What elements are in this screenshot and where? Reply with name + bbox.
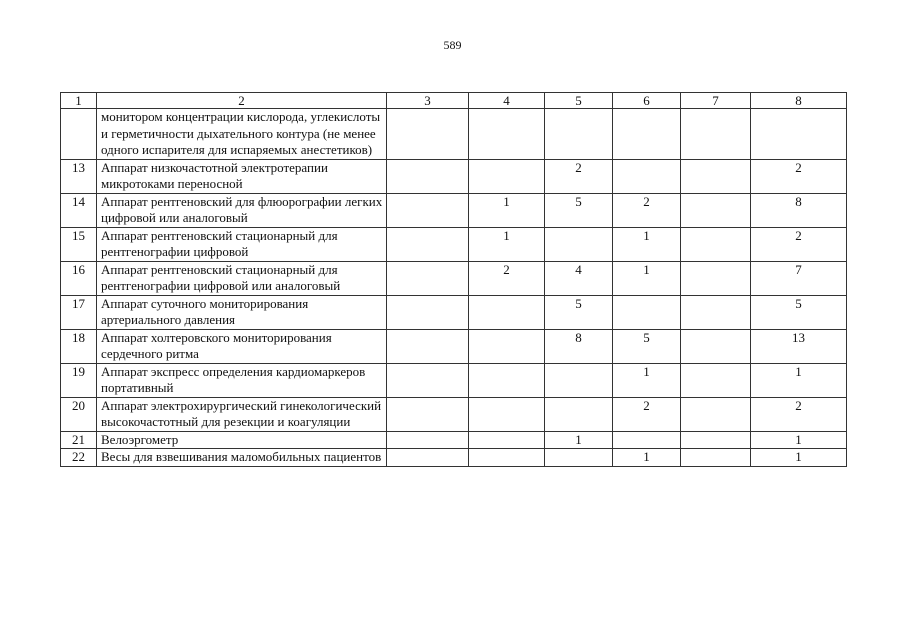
table-row: [61, 449, 847, 467]
value-cell: [387, 193, 469, 227]
value-cell: 4: [545, 261, 613, 295]
row-number-cell: 15: [61, 227, 97, 261]
equipment-name-cell: Аппарат рентгеновский для флюорографии легких цифровой или аналоговый: [97, 193, 387, 227]
row-number-cell: 13: [61, 159, 97, 193]
column-header: 4: [469, 93, 545, 109]
value-cell: [681, 227, 751, 261]
column-header: 2: [97, 93, 387, 109]
value-cell: 1: [613, 261, 681, 295]
equipment-name-cell: Аппарат рентгеновский стационарный для рентгенографии цифровой: [97, 227, 387, 261]
row-number-cell: 19: [61, 363, 97, 397]
value-cell: [681, 397, 751, 431]
value-cell: [387, 261, 469, 295]
value-cell: [613, 109, 681, 160]
value-cell: [681, 193, 751, 227]
value-cell: 1: [469, 227, 545, 261]
value-cell: 1: [613, 227, 681, 261]
row-number-cell: 21: [61, 431, 97, 449]
value-cell: [613, 431, 681, 449]
value-cell: [469, 295, 545, 329]
value-cell: 5: [545, 295, 613, 329]
value-cell: [545, 449, 613, 467]
value-cell: [613, 159, 681, 193]
value-cell: 1: [613, 449, 681, 467]
table-row: [61, 397, 847, 431]
equipment-table: [60, 92, 847, 467]
value-cell: [545, 109, 613, 160]
table-row: [61, 193, 847, 227]
column-header: 6: [613, 93, 681, 109]
row-number-cell: 17: [61, 295, 97, 329]
value-cell: [681, 449, 751, 467]
value-cell: [469, 159, 545, 193]
value-cell: [545, 363, 613, 397]
equipment-name-cell: Аппарат экспресс определения кардиомаркеров портативный: [97, 363, 387, 397]
value-cell: 2: [751, 159, 847, 193]
row-number-cell: 20: [61, 397, 97, 431]
column-header: 5: [545, 93, 613, 109]
value-cell: [387, 329, 469, 363]
table-row: [61, 159, 847, 193]
value-cell: [681, 363, 751, 397]
equipment-name-cell: Аппарат холтеровского мониторирования сердечного ритма: [97, 329, 387, 363]
value-cell: [469, 109, 545, 160]
row-number-cell: 14: [61, 193, 97, 227]
value-cell: [469, 449, 545, 467]
value-cell: 5: [545, 193, 613, 227]
value-cell: [545, 227, 613, 261]
value-cell: [387, 397, 469, 431]
page-number: 589: [443, 38, 462, 52]
table-row: [61, 227, 847, 261]
value-cell: 2: [613, 397, 681, 431]
equipment-name-cell: Весы для взвешивания маломобильных пациентов: [97, 449, 387, 467]
equipment-name-cell: монитором концентрации кислорода, углекислоты и герметичности дыхательного контура (не менее одного испарителя для испаряемых анестетиков): [97, 109, 387, 160]
value-cell: [681, 329, 751, 363]
value-cell: [387, 431, 469, 449]
value-cell: [681, 295, 751, 329]
value-cell: 1: [469, 193, 545, 227]
value-cell: [387, 363, 469, 397]
value-cell: 2: [545, 159, 613, 193]
value-cell: 2: [751, 397, 847, 431]
value-cell: 2: [613, 193, 681, 227]
value-cell: [681, 159, 751, 193]
equipment-name-cell: Аппарат электрохирургический гинекологический высокочастотный для резекции и коагуляции: [97, 397, 387, 431]
value-cell: 5: [613, 329, 681, 363]
value-cell: 2: [469, 261, 545, 295]
table-row: [61, 431, 847, 449]
value-cell: [469, 329, 545, 363]
column-header: 1: [61, 93, 97, 109]
value-cell: 2: [751, 227, 847, 261]
value-cell: 1: [613, 363, 681, 397]
value-cell: [387, 227, 469, 261]
equipment-name-cell: Аппарат низкочастотной электротерапии микротоками переносной: [97, 159, 387, 193]
value-cell: 8: [545, 329, 613, 363]
value-cell: [545, 397, 613, 431]
row-number-cell: 22: [61, 449, 97, 467]
value-cell: 1: [545, 431, 613, 449]
value-cell: 7: [751, 261, 847, 295]
equipment-name-cell: Аппарат рентгеновский стационарный для рентгенографии цифровой или аналоговый: [97, 261, 387, 295]
table-row: [61, 109, 847, 160]
table-header-row: [61, 93, 847, 109]
value-cell: [469, 397, 545, 431]
value-cell: 1: [751, 431, 847, 449]
table-row: [61, 261, 847, 295]
table-row: [61, 363, 847, 397]
value-cell: 8: [751, 193, 847, 227]
row-number-cell: [61, 109, 97, 160]
equipment-name-cell: Аппарат суточного мониторирования артериального давления: [97, 295, 387, 329]
value-cell: [751, 109, 847, 160]
value-cell: [613, 295, 681, 329]
value-cell: [387, 295, 469, 329]
value-cell: [681, 109, 751, 160]
value-cell: [681, 431, 751, 449]
column-header: 7: [681, 93, 751, 109]
row-number-cell: 18: [61, 329, 97, 363]
table-row: [61, 329, 847, 363]
value-cell: [469, 431, 545, 449]
value-cell: [469, 363, 545, 397]
value-cell: [681, 261, 751, 295]
value-cell: 13: [751, 329, 847, 363]
value-cell: [387, 109, 469, 160]
value-cell: 1: [751, 363, 847, 397]
column-header: 3: [387, 93, 469, 109]
value-cell: [387, 159, 469, 193]
equipment-name-cell: Велоэргометр: [97, 431, 387, 449]
table-row: [61, 295, 847, 329]
value-cell: [387, 449, 469, 467]
value-cell: 1: [751, 449, 847, 467]
value-cell: 5: [751, 295, 847, 329]
row-number-cell: 16: [61, 261, 97, 295]
table-body: [61, 109, 847, 467]
column-header: 8: [751, 93, 847, 109]
